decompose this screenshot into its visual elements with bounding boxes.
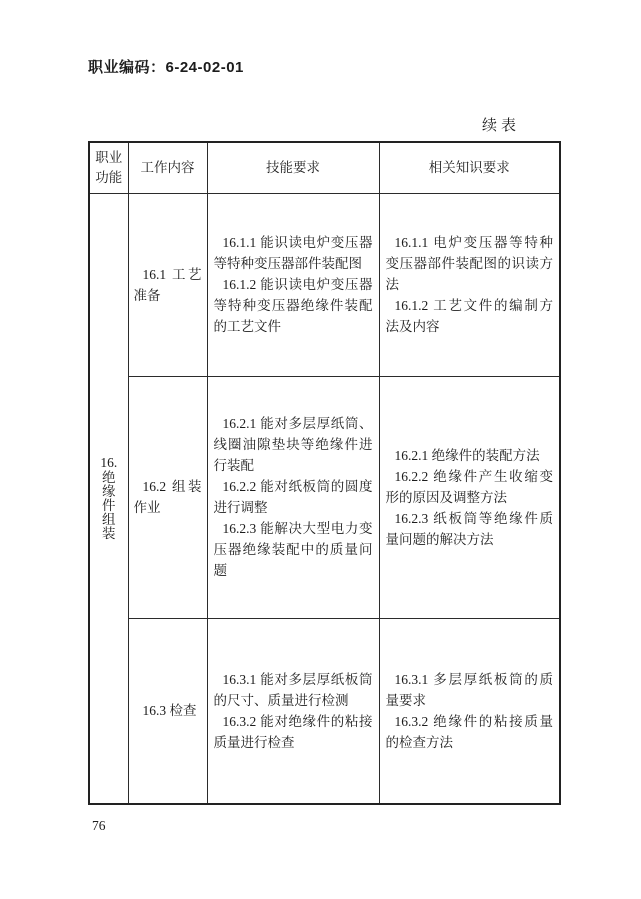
work-content-cell (128, 618, 207, 804)
knowledge-item: 16.3.2 绝缘件的粘接质量的检查方法 (385, 713, 553, 750)
work-content-cell (128, 193, 207, 376)
requirements-table (88, 141, 561, 805)
skill-item: 16.3.2 能对绝缘件的粘接质量进行检查 (213, 713, 373, 750)
skill-requirements-cell (207, 618, 379, 804)
work-content-cell (128, 376, 207, 618)
table-row (89, 618, 560, 804)
skill-item: 16.1.1 能识读电炉变压器等特种变压器部件装配图 (213, 235, 373, 271)
knowledge-item: 16.2.3 纸板筒等绝缘件质量问题的解决方法 (385, 510, 553, 547)
occupation-code-label: 职业编码：6-24-02-01 (88, 59, 244, 76)
knowledge-item: 16.2.2 绝缘件产生收缩变形的原因及调整方法 (385, 468, 553, 505)
skill-item: 16.2.1 能对多层厚纸筒、线圈油隙垫块等绝缘件进行装配 (213, 416, 373, 473)
knowledge-requirements-cell (379, 193, 560, 376)
skill-item: 16.3.1 能对多层厚纸板筒的尺寸、质量进行检测 (213, 671, 373, 708)
function-group-cell (89, 193, 128, 804)
knowledge-item: 16.3.1 多层厚纸板筒的质量要求 (385, 671, 553, 708)
knowledge-requirements-cell (379, 376, 560, 618)
function-group-name: 绝缘件组装 (101, 470, 116, 542)
function-group-number: 16. (100, 455, 118, 471)
knowledge-item: 16.1.1 电炉变压器等特种变压器部件装配图的识读方法 (385, 235, 553, 292)
knowledge-item: 16.2.1 绝缘件的装配方法 (394, 447, 540, 463)
continued-table-label: 续表 (482, 118, 521, 134)
header-skill-requirements: 技能要求 (207, 142, 379, 193)
skill-requirements-cell (207, 376, 379, 618)
header-occupational-function: 职业功能 (89, 142, 128, 193)
knowledge-requirements-cell (379, 618, 560, 804)
header-work-content: 工作内容 (128, 142, 207, 193)
skill-item: 16.2.2 能对纸板筒的圆度进行调整 (213, 479, 373, 515)
page-number: 76 (92, 818, 106, 833)
knowledge-item: 16.1.2 工艺文件的编制方法及内容 (385, 298, 553, 334)
table-header-row (89, 142, 560, 193)
table-row (89, 193, 560, 376)
work-content-text: 16.2 组装作业 (133, 479, 202, 515)
header-knowledge-requirements: 相关知识要求 (379, 142, 560, 193)
skill-requirements-cell (207, 193, 379, 376)
table-row (89, 376, 560, 618)
skill-item: 16.2.3 能解决大型电力变压器绝缘装配中的质量问题 (213, 521, 373, 578)
work-content-text: 16.3 检查 (142, 703, 197, 719)
skill-item: 16.1.2 能识读电炉变压器等特种变压器绝缘件装配的工艺文件 (213, 277, 373, 334)
work-content-text: 16.1 工艺准备 (133, 266, 202, 303)
